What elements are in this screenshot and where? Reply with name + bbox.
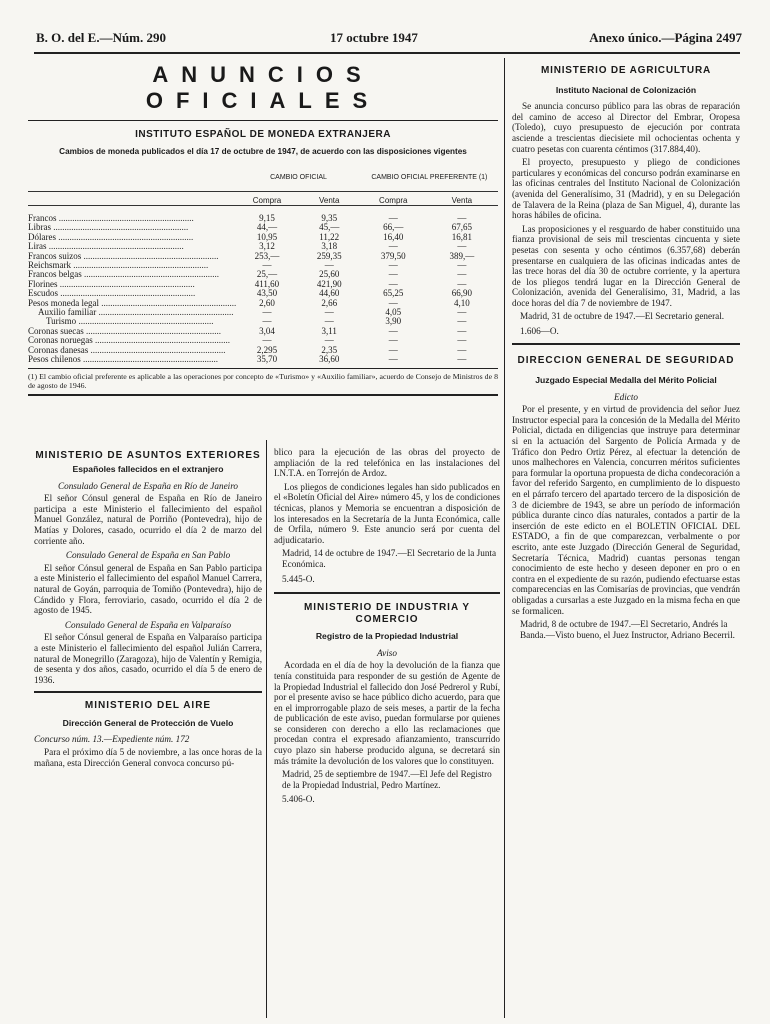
rate-pref-sell: 66,90 xyxy=(451,289,473,299)
column-1 xyxy=(34,450,262,771)
rate-buy: 3,04 xyxy=(259,326,275,336)
agricultura-p1: Se anuncia concurso público para las obras de reparación del camino de acceso al Director del Embrar, Oropesa (Toledo), cuyo presupuesto de ejecución por contrata asciende a trescientas diecisiete mil ochocientas ochenta y cuatro pesetas con cuarenta céntimos (317.884,40). xyxy=(512,101,740,154)
rate-pref-sell: — xyxy=(457,260,467,270)
rate-pref-buy: — xyxy=(388,298,398,308)
rate-row xyxy=(28,355,498,364)
aire-pliegos: Los pliegos de condiciones legales han sido publicados en el «Boletín Oficial del Aire» número 45, y los de condiciones técnicas, planos y Memoria se encuentran a disposición de los interesados en la Secretaría de la Junta Económica, calle de Orfila, número 9. Este anuncio será por cuenta del adjudicatario. xyxy=(274,481,500,545)
rate-buy: 2,60 xyxy=(259,298,275,308)
currency-name xyxy=(28,270,236,279)
section-colonizacion: Instituto Nacional de Colonización xyxy=(555,84,697,95)
rate-buy: 35,70 xyxy=(256,355,278,364)
edicto-title: Edicto xyxy=(614,391,638,402)
consulado-valparaiso-title: Consulado General de España en Valparaíso xyxy=(64,619,232,630)
rate-pref-sell: 16,81 xyxy=(451,232,473,242)
rate-pref-buy: 3,90 xyxy=(385,317,402,327)
aviso-text: Acordada en el día de hoy la devolución de la fianza que tenía constituida para responder de su gestión de Agente de la Propiedad Industrial el fallecido don José Pedrerol y Rubí, por el presente aviso se hace público dicho acuerdo, para que en el improrrogable plazo de seis meses, a partir de la fecha de publicación de este aviso, puedan formularse por quienes se consideren con derecho a ello las reclamaciones que procedan contra el expresado afianzamiento, transcurrido cuyo plazo sin haberse producido alguna, se decretará sin más trámite la devolución de los valores que lo constituyen. xyxy=(274,660,500,766)
rate-sell: — xyxy=(324,317,334,327)
rate-pref-buy: — xyxy=(388,260,398,270)
currency-label: Libras xyxy=(28,223,51,233)
currency-label: Coronas noruegas xyxy=(28,336,93,346)
rate-pref-sell: — xyxy=(457,307,467,317)
dot-leader: ............................................................ xyxy=(56,232,194,242)
rate-sell: 3,18 xyxy=(321,242,338,252)
currency-label: Reichsmark xyxy=(28,260,71,270)
aire-text-cont: blico para la ejecución de las obras del proyecto de ampliación de la red telefónica en las instalaciones del I.N.T.A. en Torrejón de Ardoz. xyxy=(274,447,500,479)
header-date: 17 octubre 1947 xyxy=(330,30,418,45)
rate-buy: 411,60 xyxy=(254,279,280,289)
agricultura-signature: Madrid, 31 de octubre de 1947.—El Secretario general. xyxy=(520,311,725,322)
rate-row xyxy=(28,346,498,355)
rate-pref-sell: 389,— xyxy=(449,251,475,261)
agricultura-p3: Las proposiciones y el resguardo de haber constituido una fianza provisional de seis mil trescientas cincuenta y siete pesetas con sesenta y ocho céntimos (6.357,68) deberán presentarse en cualquiera de las oficinas indicadas antes de las trece horas del día 30 de octubre corriente, y la apertura de los pliegos tendrá lugar en la Dirección General de Colonización, avenida del Generalísimo, 31, Madrid, a las doce horas del día 7 de noviembre de 1947. xyxy=(512,223,740,308)
rate-buy: 25,— xyxy=(256,270,278,280)
industria-reference: 5.406-O. xyxy=(282,794,315,805)
dot-leader: ............................................................ xyxy=(51,223,189,233)
rate-sell: 11,22 xyxy=(319,232,340,242)
rate-sell: 44,60 xyxy=(319,289,340,299)
rate-sell: 45,— xyxy=(319,223,340,233)
rate-buy: 253,— xyxy=(254,251,280,261)
section-bottom-rule xyxy=(28,394,498,396)
currency-label: Coronas danesas xyxy=(28,345,89,355)
rate-sell: 2,66 xyxy=(321,298,338,308)
rate-pref-buy: 4,05 xyxy=(385,307,402,317)
aire-text: Para el próximo día 5 de noviembre, a las once horas de la mañana, esta Dirección General convoca concurso pú- xyxy=(34,747,262,768)
rate-sell: 2,35 xyxy=(321,345,338,355)
rate-row xyxy=(28,233,498,242)
currency-label: Florines xyxy=(28,279,58,289)
seguridad-rule xyxy=(512,343,740,345)
rate-buy: — xyxy=(262,307,272,317)
column-divider-right xyxy=(504,58,505,1018)
currency-name xyxy=(28,223,236,232)
currency-label: Liras xyxy=(28,242,47,252)
col-buy: Compra xyxy=(252,195,282,205)
currency-name xyxy=(28,289,236,298)
rate-pref-buy: — xyxy=(388,326,398,336)
currency-name xyxy=(28,346,236,355)
edicto-text: Por el presente, y en virtud de providencia del señor Juez Instructor especial para la concesión de la Medalla del Mérito Policial, dictada en diligencias que instruye para determinar si en la actuación del Sargento de Policía Armada y de Tráfico don Pedro Ortiz Pérez, al efectuar la detención de unos malhechores en Valencia, concurren méritos suficientes para formular la oportuna propuesta de dicha condecoración a favor del referido Sargento, en cumplimiento de lo dispuesto en el párrafo tercero del apartado tercero de la disposición de 3 de diciembre de 1943, se abre un período de información pública durante cinco días naturales, contados a partir de la inserción de este edicto en el BOLETIN OFICIAL DEL ESTADO, a fin de que comparezcan, verbalmente o por escrito, ante este Juzgado (Dirección General de Seguridad, Secretaría Técnica, Madrid) cuantas personas tengan conocimiento de este hecho y deseen deponer en pro o en contra en el expediente de su razón, pudiendo efectuarse estas comparecencias en las Comisarías de provincias, que vendrán obligadas a cursarlas a este Juzgado en la misma fecha en que se formalicen. xyxy=(512,404,740,616)
header-rule xyxy=(34,52,740,54)
dot-leader: ............................................................ xyxy=(88,345,226,355)
dot-leader: ............................................................ xyxy=(96,307,234,317)
rate-pref-buy: — xyxy=(388,213,398,223)
ministry-industria: MINISTERIO DE INDUSTRIA Y COMERCIO xyxy=(303,602,471,626)
institute-title: INSTITUTO ESPAÑOL DE MONEDA EXTRANJERA xyxy=(135,129,391,140)
ministry-exteriores: MINISTERIO DE ASUNTOS EXTERIORES xyxy=(35,450,261,461)
exchange-table xyxy=(28,165,498,364)
rate-buy: 44,— xyxy=(256,223,278,233)
agricultura-reference: 1.606—O. xyxy=(520,326,559,337)
rate-pref-sell: — xyxy=(457,326,467,336)
group-official-header: CAMBIO OFICIAL xyxy=(270,173,327,181)
currency-label: Francos belgas xyxy=(28,270,82,280)
currency-name xyxy=(28,327,236,336)
rate-pref-sell: — xyxy=(457,242,467,252)
rate-row xyxy=(28,252,498,261)
aire-reference: 5.445-O. xyxy=(282,573,315,584)
rate-pref-buy: — xyxy=(388,355,398,364)
consulado-sanpablo-text: El señor Cónsul general de España en San Pablo participa a este Ministerio el fallecimiento del español Manuel Carrera, natural de Goyán, parroquia de Tomiño (Pontevedra), hijo de Cándido y Flora, ferroviario, casado, ocurrido el día 2 de agosto de 1945. xyxy=(34,562,262,616)
rate-row xyxy=(28,327,498,336)
currency-name xyxy=(28,336,236,345)
currency-label: Pesos chilenos xyxy=(28,355,81,364)
dot-leader: ............................................................ xyxy=(56,213,194,223)
rate-pref-sell: — xyxy=(457,355,467,364)
section-proteccion-vuelo: Dirección General de Protección de Vuelo xyxy=(62,717,234,728)
rate-pref-sell: — xyxy=(457,213,467,223)
ministry-agricultura: MINISTERIO DE AGRICULTURA xyxy=(541,65,711,76)
column-2 xyxy=(274,447,500,807)
dot-leader: ............................................................ xyxy=(58,289,196,299)
rate-pref-sell: — xyxy=(457,336,467,346)
currency-name xyxy=(28,214,236,223)
direccion-seguridad: DIRECCION GENERAL DE SEGURIDAD xyxy=(517,354,735,366)
currency-label: Turismo xyxy=(46,317,77,327)
currency-label: Auxilio familiar xyxy=(38,307,97,317)
currency-name xyxy=(28,308,236,317)
rate-pref-buy: 16,40 xyxy=(383,232,404,242)
aire-rule xyxy=(34,691,262,693)
currency-name xyxy=(28,317,236,326)
currency-name xyxy=(28,355,236,364)
rate-pref-buy: — xyxy=(388,242,398,252)
rate-row xyxy=(28,317,498,326)
consulado-sanpablo-title: Consulado General de España en San Pablo xyxy=(65,550,231,561)
agricultura-p2: El proyecto, presupuesto y pliego de condiciones particulares y económicas del concurso podrán examinarse en las oficinas centrales del Instituto Nacional de Colonización (avenida del Generalísimo, 31 (Madrid), y en su Delegación de Talavera de la Reina (plaza de San Miguel, 4), durante las horas hábiles de oficina. xyxy=(512,157,740,221)
industria-rule xyxy=(274,592,500,594)
rate-sell: — xyxy=(324,307,334,317)
dot-leader: ............................................................ xyxy=(71,260,209,270)
rate-buy: 10,95 xyxy=(256,232,278,242)
rate-row xyxy=(28,223,498,232)
rate-buy: — xyxy=(262,336,272,346)
rate-pref-sell: 4,10 xyxy=(454,298,470,308)
rate-sell: 25,60 xyxy=(319,270,340,280)
rate-row xyxy=(28,270,498,279)
dot-leader: ............................................................ xyxy=(81,251,219,261)
rate-pref-buy: — xyxy=(388,279,398,289)
rate-row xyxy=(28,280,498,289)
rate-buy: 9,15 xyxy=(259,213,275,223)
col-sell: Venta xyxy=(319,195,340,205)
header-left: B. O. del E.—Núm. 290 xyxy=(36,30,167,45)
title-rule xyxy=(28,120,498,121)
currency-label: Pesos moneda legal xyxy=(28,298,99,308)
dot-leader: ............................................................ xyxy=(57,279,195,289)
section-fallecidos: Españoles fallecidos en el extranjero xyxy=(72,464,224,474)
rate-sell: 421,90 xyxy=(316,279,342,289)
running-header xyxy=(22,30,744,48)
aire-signature: Madrid, 14 de octubre de 1947.—El Secretario de la Junta Económica. xyxy=(282,548,497,569)
currency-label: Dólares xyxy=(28,232,56,242)
rate-buy: 43,50 xyxy=(256,289,278,299)
rate-pref-sell: 67,65 xyxy=(451,223,473,233)
dot-leader: ............................................................ xyxy=(46,242,184,252)
table-bottom-rule xyxy=(28,368,498,369)
rate-sell: — xyxy=(324,260,334,270)
rate-pref-buy: 66,— xyxy=(383,223,404,233)
currency-name xyxy=(28,252,236,261)
aviso-title: Aviso xyxy=(377,647,397,658)
rate-pref-buy: 379,50 xyxy=(380,251,406,261)
rate-buy: — xyxy=(262,260,272,270)
rate-pref-sell: — xyxy=(457,279,467,289)
dot-leader: ............................................................ xyxy=(99,298,237,308)
section-propiedad-industrial: Registro de la Propiedad Industrial xyxy=(315,631,459,642)
currency-label: Coronas suecas xyxy=(28,326,84,336)
rate-sell: 3,11 xyxy=(321,326,337,336)
dot-leader: ............................................................ xyxy=(76,317,214,327)
col-pref-buy: Compra xyxy=(379,195,408,205)
rate-row xyxy=(28,308,498,317)
currency-name xyxy=(28,242,236,251)
rate-row xyxy=(28,242,498,251)
consulado-rio-title: Consulado General de España en Río de Janeiro xyxy=(57,480,239,491)
rate-row xyxy=(28,299,498,308)
rate-pref-sell: — xyxy=(457,270,467,280)
dot-leader: ............................................................ xyxy=(92,336,230,346)
dot-leader: ............................................................ xyxy=(80,355,218,364)
rate-sell: 259,35 xyxy=(316,251,342,261)
consulado-rio-text: El señor Cónsul general de España en Río de Janeiro participa a este Ministerio el fallecimiento del español Manuel González, natural de Porriño (Pontevedra), hijo de Matías y Dolores, casado, ocurrido el día 2 de marzo del corriente año. xyxy=(34,493,262,546)
group-preferential-header: CAMBIO OFICIAL PREFERENTE (1) xyxy=(371,174,488,182)
edicto-signature: Madrid, 8 de octubre de 1947.—El Secretario, Andrés la Banda.—Visto bueno, el Juez Instructor, Adriano Becerril. xyxy=(520,619,735,640)
rate-sell: 36,60 xyxy=(319,355,340,364)
rate-pref-sell: — xyxy=(457,345,467,355)
juzgado-medalla: Juzgado Especial Medalla del Mérito Policial xyxy=(535,374,717,385)
rate-buy: — xyxy=(262,317,272,327)
currency-name xyxy=(28,299,236,308)
column-3 xyxy=(512,66,740,642)
column-divider-left xyxy=(266,440,267,1018)
consulado-valparaiso-text: El señor Cónsul general de España en Valparaíso participa a este Ministerio el fallecimiento del español Julián Carrera, natural de Monegrillo (Zaragoza), hijo de Valentín y Remigia, de sesenta y dos años, casado, ocurrido el día 5 de enero de 1936. xyxy=(34,632,262,685)
rate-pref-buy: 65,25 xyxy=(383,289,404,299)
currency-label: Francos suizos xyxy=(28,251,82,261)
aire-concurso: Concurso núm. 13.—Expediente núm. 172 xyxy=(34,734,190,745)
exchange-footnote: (1) El cambio oficial preferente es aplicable a las operaciones por concepto de «Turismo» y «Auxilio familiar», acuerdo de Consejo de Ministros de 8 de agosto de 1946. xyxy=(28,372,498,391)
exchange-subtitle: Cambios de moneda publicados el día 17 de octubre de 1947, de acuerdo con las disposiciones vigentes xyxy=(59,147,467,156)
ministry-aire: MINISTERIO DEL AIRE xyxy=(84,700,212,712)
currency-name xyxy=(28,233,236,242)
currency-label: Francos xyxy=(28,213,57,223)
rate-pref-sell: — xyxy=(457,317,467,327)
rate-row xyxy=(28,214,498,223)
main-title: ANUNCIOS OFICIALES xyxy=(145,62,381,113)
rate-sell: — xyxy=(324,336,334,346)
rate-pref-buy: — xyxy=(388,336,398,346)
currency-name xyxy=(28,261,236,270)
rate-row xyxy=(28,289,498,298)
rate-row xyxy=(28,261,498,270)
rate-sell: 9,35 xyxy=(321,213,338,223)
col-pref-sell: Venta xyxy=(451,195,473,205)
rate-row xyxy=(28,336,498,345)
rate-pref-buy: — xyxy=(388,270,398,280)
rate-buy: 3,12 xyxy=(259,242,275,252)
currency-label: Escudos xyxy=(28,289,58,299)
rate-pref-buy: — xyxy=(388,345,398,355)
dot-leader: ............................................................ xyxy=(81,270,219,280)
header-right: Anexo único.—Página 2497 xyxy=(589,30,742,45)
dot-leader: ............................................................ xyxy=(83,326,221,336)
rate-buy: 2,295 xyxy=(256,345,278,355)
industria-signature: Madrid, 25 de septiembre de 1947.—El Jefe del Registro de la Propiedad Industrial, Pedro Martínez. xyxy=(282,769,492,790)
exchange-section xyxy=(28,62,498,396)
currency-name xyxy=(28,280,236,289)
